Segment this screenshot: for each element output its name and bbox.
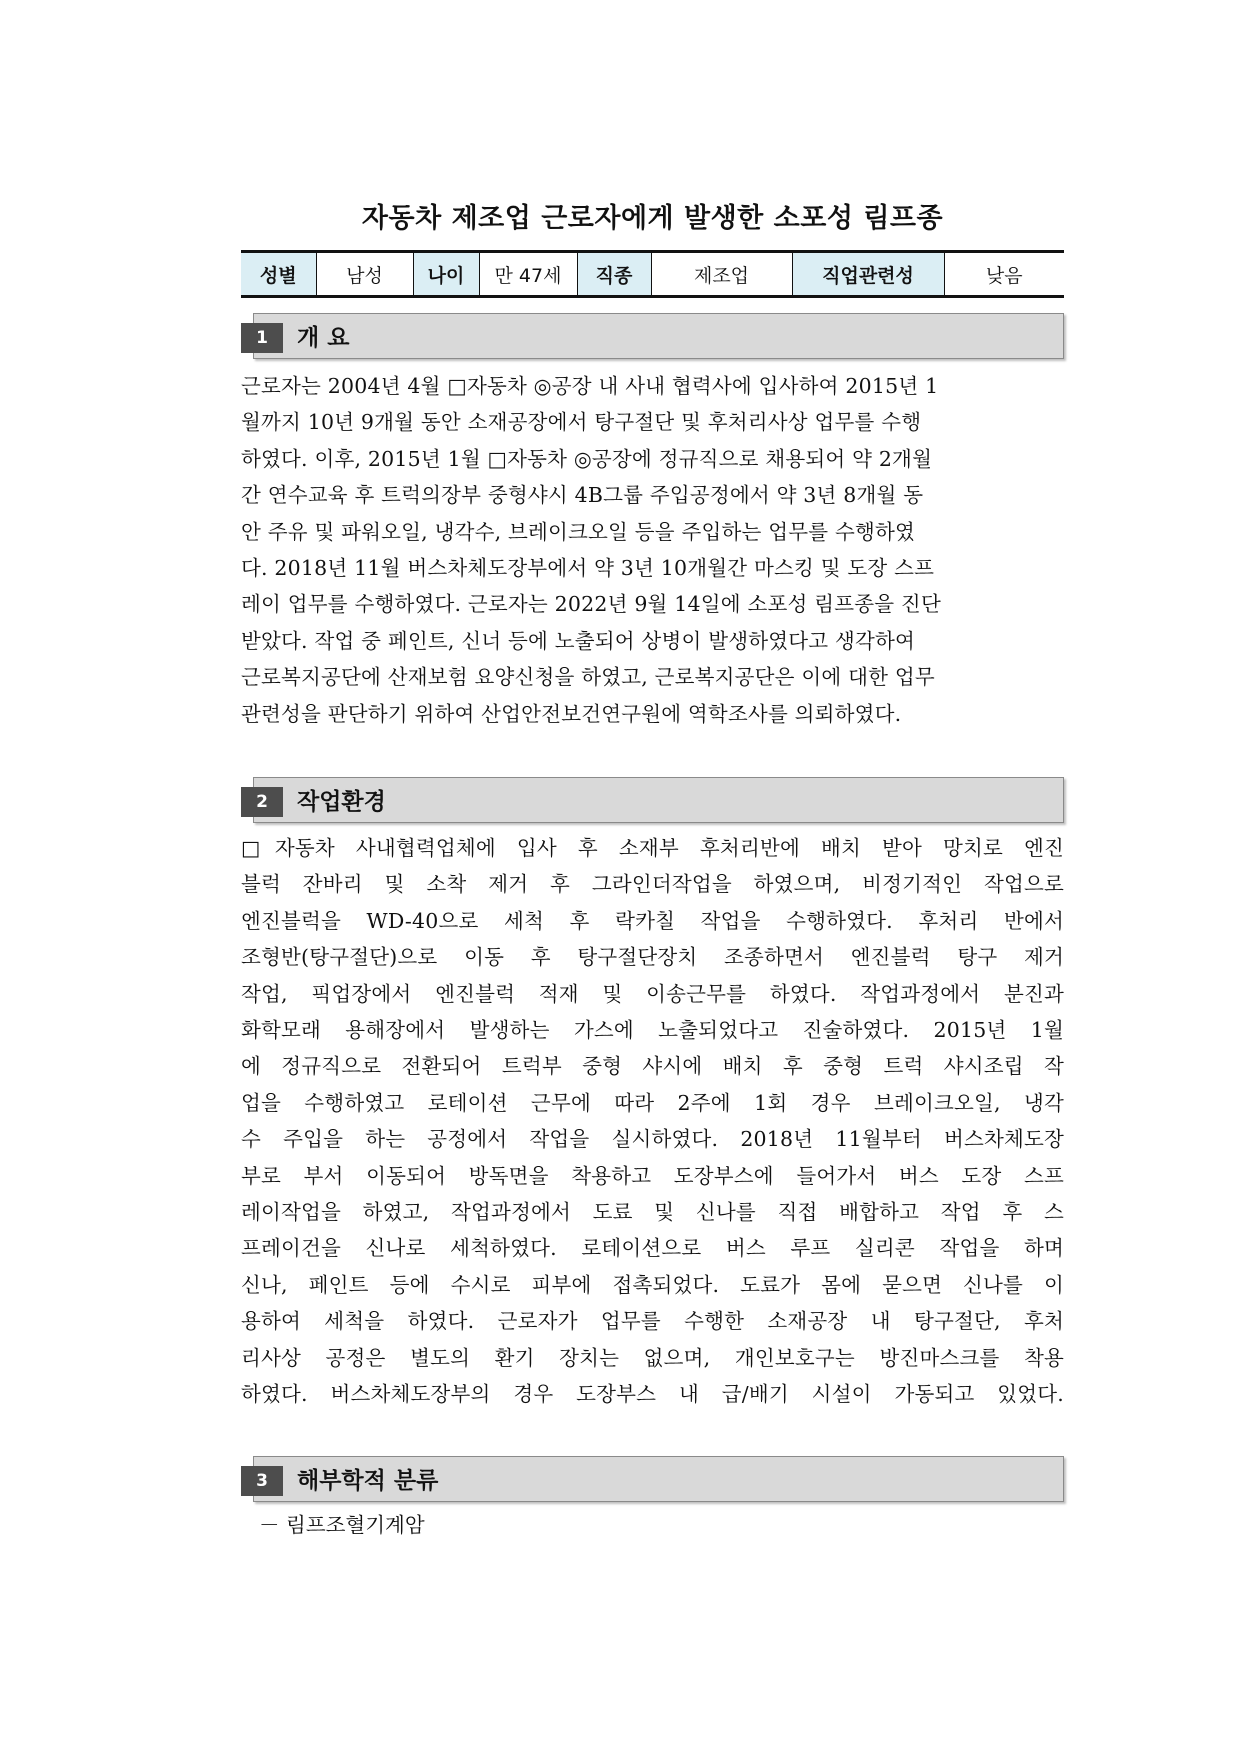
sex-value: 남성 [316, 252, 413, 297]
sex-label: 성별 [241, 252, 316, 297]
section-number: 2 [241, 787, 283, 817]
paragraph-line: 다. 2018년 11월 버스차체도장부에서 약 3년 10개월간 마스킹 및 도장 스프 [241, 556, 935, 581]
paragraph-line: 레이 업무를 수행하였다. 근로자는 2022년 9월 14일에 소포성 림프종을 진단 [241, 592, 941, 617]
section-overview-body [241, 368, 1064, 732]
paragraph-line: 화학모래 용해장에서 발생하는 가스에 노출되었다고 진술하였다. 2015년 1월 [241, 1018, 1064, 1043]
paragraph-line: 수 주입을 하는 공정에서 작업을 실시하였다. 2018년 11월부터 버스차체도장 [241, 1127, 1064, 1152]
paragraph-line: 업을 수행하였고 로테이션 근무에 따라 2주에 1회 경우 브레이크오일, 냉각 [241, 1090, 1064, 1115]
relevance-value: 낮음 [944, 252, 1064, 297]
section-number: 1 [241, 323, 283, 353]
paragraph-line: 엔진블럭을 WD-40으로 세척 후 락카칠 작업을 수행하였다. 후처리 반에서 [241, 908, 1064, 933]
section-title: 작업환경 [297, 789, 386, 815]
section-title: 개 요 [297, 325, 350, 351]
paragraph-line: 리사상 공정은 별도의 환기 장치는 없으며, 개인보호구는 방진마스크를 착용 [241, 1345, 1064, 1370]
section-header-anatomical-classification [241, 1456, 1064, 1504]
section-header-work-environment [241, 777, 1064, 825]
paragraph-line: 프레이건을 신나로 세척하였다. 로테이션으로 버스 루프 실리콘 작업을 하며 [241, 1236, 1064, 1261]
section-header-bar [253, 313, 1064, 359]
paragraph-line: □자동차 사내협력업체에 입사 후 소재부 후처리반에 배치 받아 망치로 엔진 [241, 836, 1064, 860]
job-value: 제조업 [651, 252, 792, 297]
case-info-table [241, 250, 1064, 298]
age-label: 나이 [413, 252, 479, 297]
classification-item: － 림프조혈기계암 [259, 1513, 425, 1537]
paragraph-line: 조형반(탕구절단)으로 이동 후 탕구절단장치 조종하면서 엔진블럭 탕구 제거 [241, 945, 1064, 970]
paragraph-line: 에 정규직으로 전환되어 트럭부 중형 샤시에 배치 후 중형 트럭 샤시조립 작 [241, 1054, 1064, 1079]
paragraph-line: 신나, 페인트 등에 수시로 피부에 접촉되었다. 도료가 몸에 묻으면 신나를 이 [241, 1272, 1064, 1297]
paragraph-line: 하였다. 버스차체도장부의 경우 도장부스 내 급/배기 시설이 가동되고 있었다. [241, 1382, 1064, 1407]
job-label: 직종 [577, 252, 651, 297]
document-title: 자동차 제조업 근로자에게 발생한 소포성 림프종 [361, 203, 944, 234]
section-header-overview [241, 313, 1064, 361]
paragraph-line: 블럭 잔바리 및 소착 제거 후 그라인더작업을 하였으며, 비정기적인 작업으로 [241, 872, 1064, 897]
paragraph-line: 관련성을 판단하기 위하여 산업안전보건연구원에 역학조사를 의뢰하였다. [241, 701, 902, 726]
paragraph-line: 받았다. 작업 중 페인트, 신너 등에 노출되어 상병이 발생하였다고 생각하여 [241, 628, 915, 653]
paragraph-line: 레이작업을 하였고, 작업과정에서 도료 및 신나를 직접 배합하고 작업 후 스 [241, 1200, 1064, 1225]
paragraph-line: 하였다. 이후, 2015년 1월 □자동차 ◎공장에 정규직으로 채용되어 약 2개월 [241, 446, 933, 471]
section-work-environment-body [241, 830, 1064, 1413]
paragraph-line: 용하여 세척을 하였다. 근로자가 업무를 수행한 소재공장 내 탕구절단, 후처 [241, 1309, 1064, 1334]
section-number: 3 [241, 1466, 283, 1496]
section-title: 해부학적 분류 [297, 1468, 439, 1494]
relevance-label: 직업관련성 [792, 252, 944, 297]
paragraph-line: 부로 부서 이동되어 방독면을 착용하고 도장부스에 들어가서 버스 도장 스프 [241, 1163, 1064, 1188]
age-value: 만 47세 [479, 252, 577, 297]
paragraph-line: 안 주유 및 파워오일, 냉각수, 브레이크오일 등을 주입하는 업무를 수행하였 [241, 519, 915, 544]
paragraph-line: 작업, 픽업장에서 엔진블럭 적재 및 이송근무를 하였다. 작업과정에서 분진과 [241, 981, 1064, 1006]
paragraph-line: 월까지 10년 9개월 동안 소재공장에서 탕구절단 및 후처리사상 업무를 수행 [241, 410, 922, 435]
paragraph-line: 근로복지공단에 산재보험 요양신청을 하였고, 근로복지공단은 이에 대한 업무 [241, 665, 935, 690]
paragraph-line: 근로자는 2004년 4월 □자동차 ◎공장 내 사내 협력사에 입사하여 2015년 1 [241, 374, 939, 398]
paragraph-line: 간 연수교육 후 트럭의장부 중형샤시 4B그룹 주입공정에서 약 3년 8개월 동 [241, 483, 924, 508]
